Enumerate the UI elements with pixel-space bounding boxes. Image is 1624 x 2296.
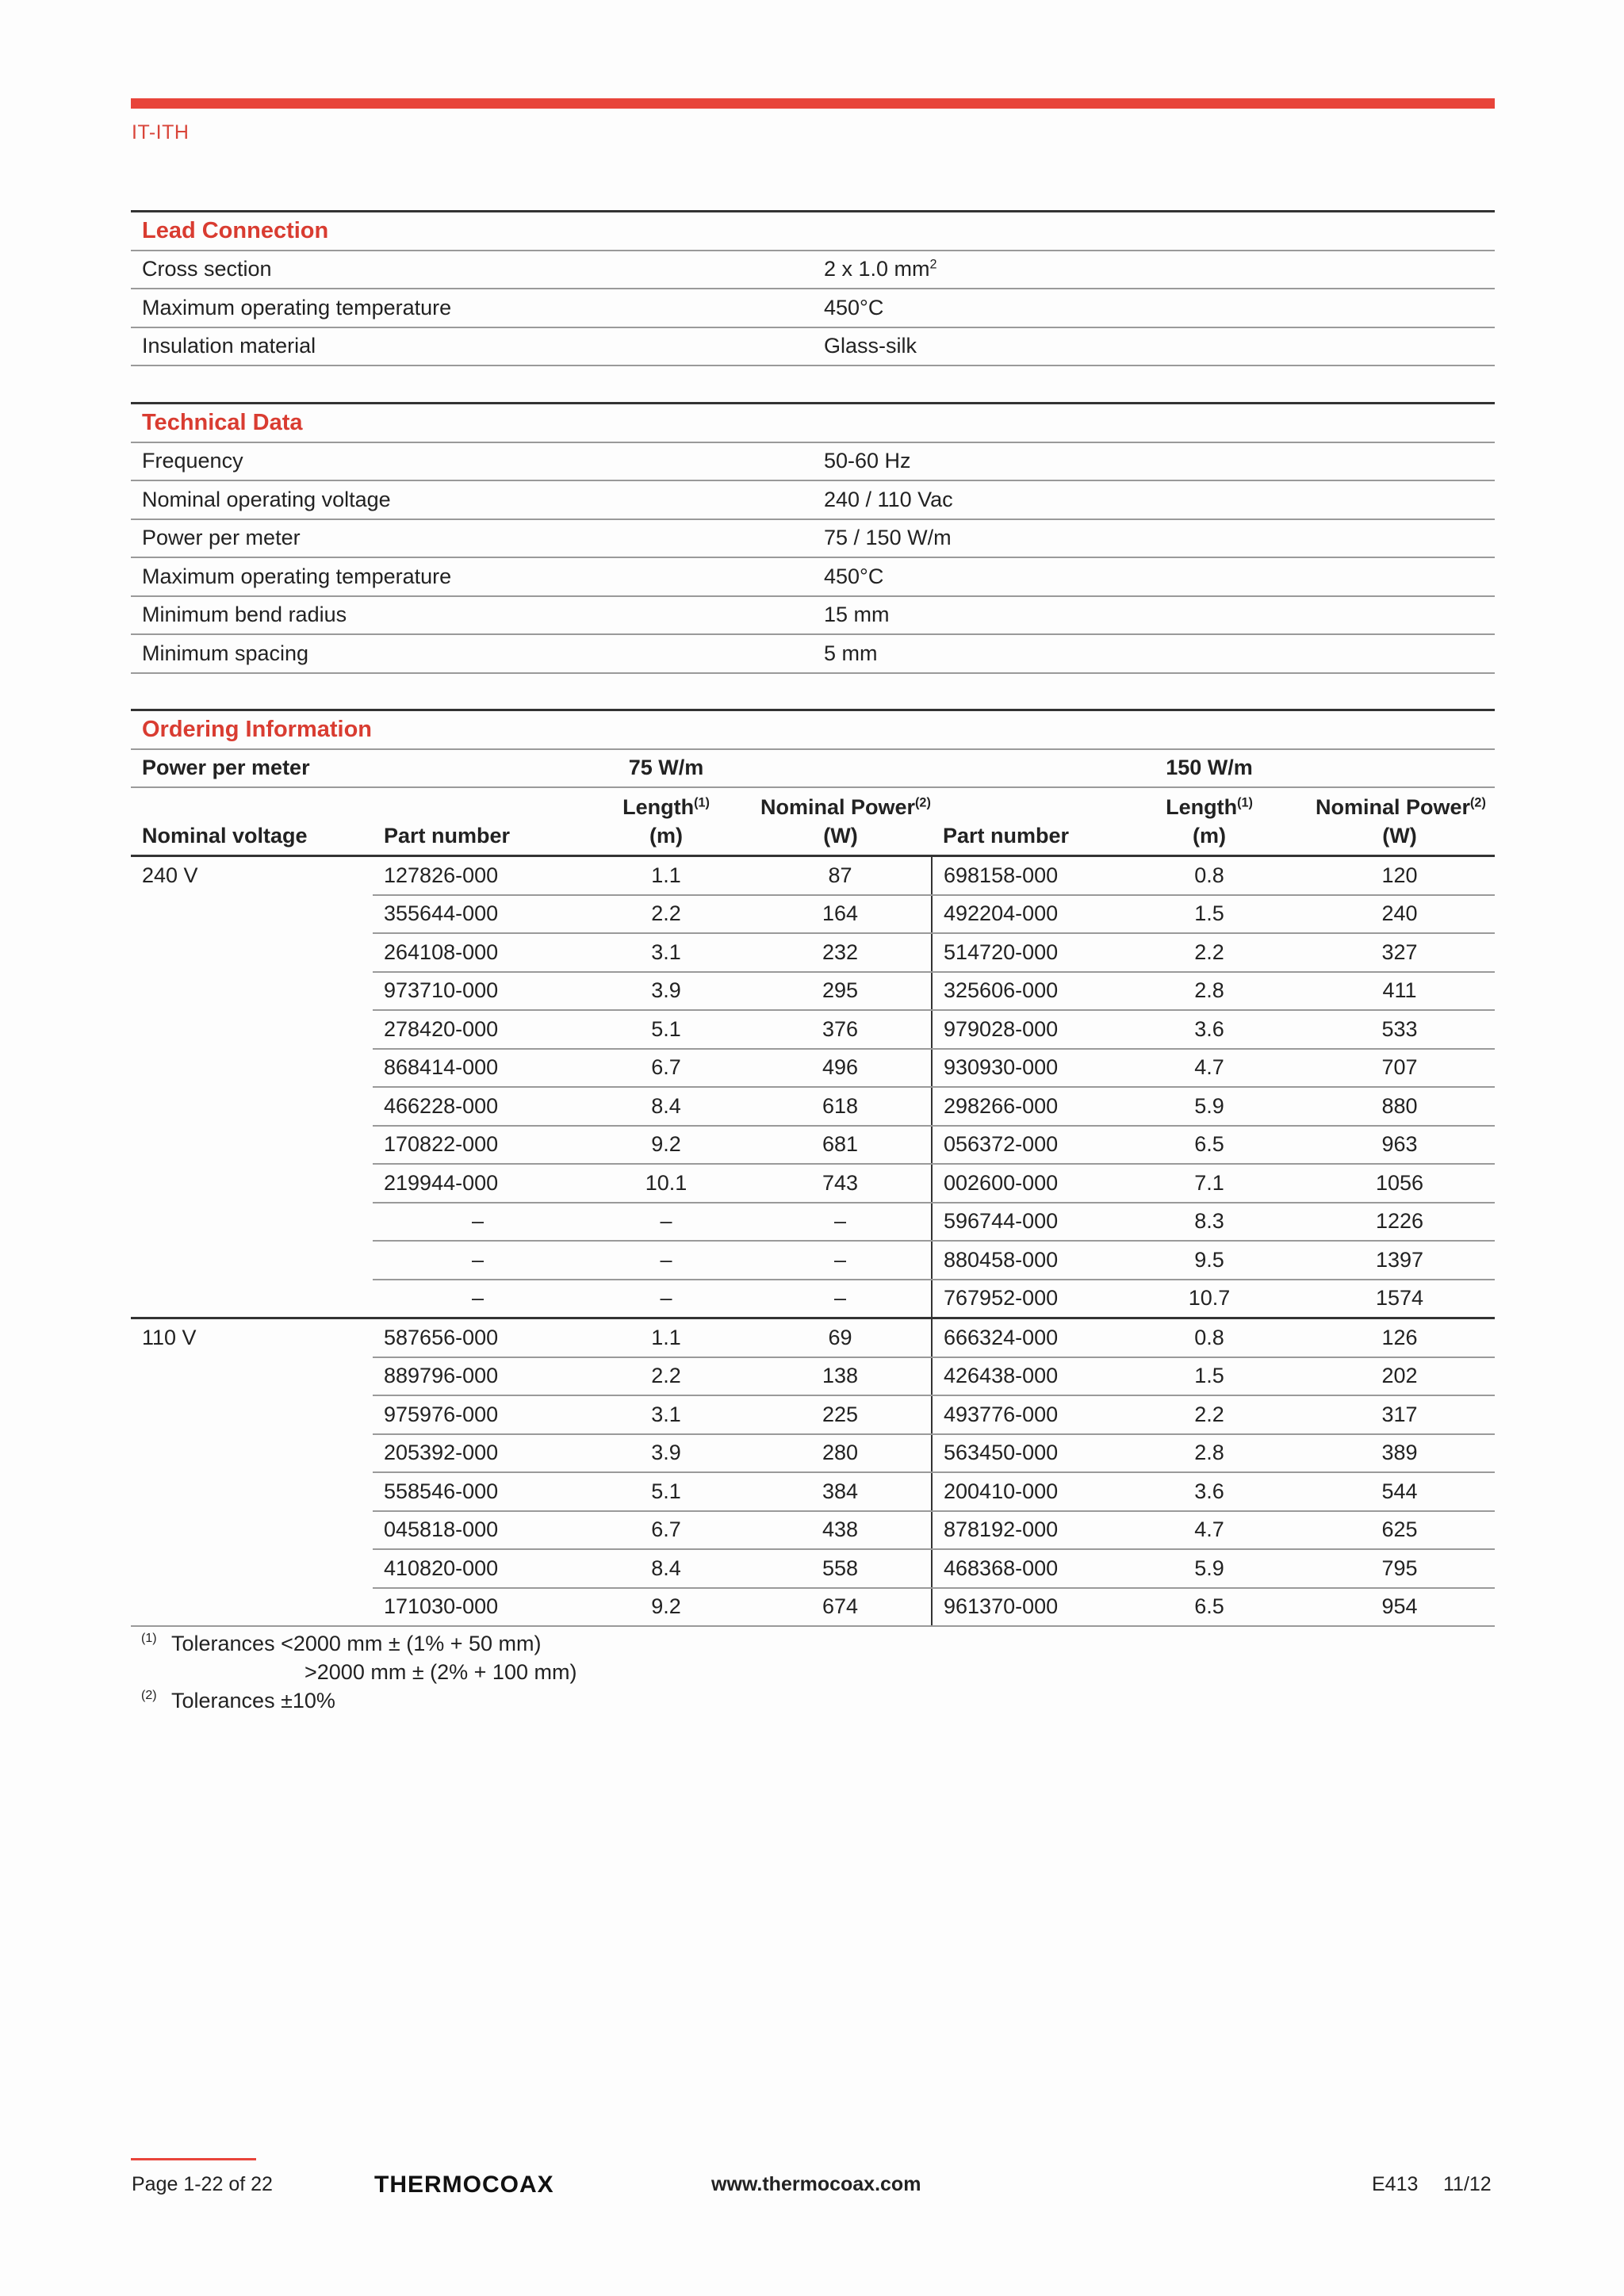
row-value: Glass-silk [813, 327, 1495, 366]
ordering-information-section [131, 709, 1495, 1627]
voltage-cell [131, 1395, 373, 1434]
part-number-150-cell: 493776-000 [932, 1395, 1114, 1434]
power-150-cell: 625 [1304, 1511, 1495, 1550]
part-number-150-cell: 514720-000 [932, 933, 1114, 972]
part-number-75-cell: 868414-000 [373, 1049, 583, 1088]
length-75-cell: 8.4 [583, 1549, 749, 1588]
power-75-cell: 138 [749, 1357, 932, 1396]
power-150-cell: 880 [1304, 1087, 1495, 1126]
table-row [131, 1010, 1495, 1049]
power-75-cell: 496 [749, 1049, 932, 1088]
power-150-cell: 707 [1304, 1049, 1495, 1088]
length-150-cell: 8.3 [1114, 1203, 1304, 1242]
table-row [131, 895, 1495, 934]
ordering-table [131, 709, 1495, 1627]
length-75-cell: 5.1 [583, 1010, 749, 1049]
part-number-150-cell: 930930-000 [932, 1049, 1114, 1088]
table-row [131, 1241, 1495, 1280]
part-number-75-cell: 278420-000 [373, 1010, 583, 1049]
length-150-cell: 1.5 [1114, 895, 1304, 934]
row-value: 450°C [813, 557, 1495, 596]
voltage-cell [131, 933, 373, 972]
power-75-cell: – [749, 1280, 932, 1318]
length-150-cell: 0.8 [1114, 856, 1304, 895]
length-150-cell: 4.7 [1114, 1049, 1304, 1088]
length-75-cell: 9.2 [583, 1126, 749, 1165]
row-label: Minimum spacing [131, 634, 813, 673]
voltage-cell [131, 1511, 373, 1550]
table-row [131, 1126, 1495, 1165]
length-75-cell: 1.1 [583, 1318, 749, 1357]
table-row [131, 1588, 1495, 1627]
part-number-150-cell: 979028-000 [932, 1010, 1114, 1049]
part-number-150-cell: 200410-000 [932, 1472, 1114, 1511]
length-150-cell: 5.9 [1114, 1087, 1304, 1126]
power-150-cell: 1397 [1304, 1241, 1495, 1280]
col-part-number: Part number [373, 787, 583, 856]
voltage-cell [131, 1010, 373, 1049]
length-75-cell: 5.1 [583, 1472, 749, 1511]
row-label: Maximum operating temperature [131, 289, 813, 327]
col-nominal-voltage: Nominal voltage [131, 787, 373, 856]
power-75-cell: 681 [749, 1126, 932, 1165]
power-75-cell: – [749, 1241, 932, 1280]
brand-logo: THERMOCOAX [374, 2172, 554, 2198]
document-reference: E413 [1372, 2173, 1419, 2195]
part-number-150-cell: 325606-000 [932, 972, 1114, 1011]
part-number-75-cell: 355644-000 [373, 895, 583, 934]
power-75-cell: 674 [749, 1588, 932, 1627]
voltage-cell [131, 895, 373, 934]
col-part-number-150: Part number [932, 787, 1114, 856]
row-value: 2 x 1.0 $mm^2$ [813, 251, 1495, 289]
footnotes [141, 1629, 576, 1715]
row-value: 50-60 Hz [813, 442, 1495, 481]
power-75-cell: 232 [749, 933, 932, 972]
length-150-cell: 6.5 [1114, 1126, 1304, 1165]
table-row [131, 856, 1495, 895]
table-row [131, 327, 1495, 366]
website-link[interactable]: www.thermocoax.com [711, 2173, 921, 2195]
voltage-cell [131, 1588, 373, 1627]
col-length: Length$^{(1)}$ (m) [583, 787, 749, 856]
length-75-cell: 10.1 [583, 1164, 749, 1203]
power-150-cell: 389 [1304, 1434, 1495, 1473]
voltage-cell: 240 V [142, 863, 198, 888]
row-value: 240 / 110 Vac [813, 480, 1495, 519]
table-row [131, 557, 1495, 596]
group-75-label: 75 W/m [583, 749, 749, 788]
power-150-cell: 1226 [1304, 1203, 1495, 1242]
part-number-150-cell: 298266-000 [932, 1087, 1114, 1126]
voltage-cell [131, 1203, 373, 1242]
footnote-1-continued: >2000 mm ± (2% + 100 mm) [304, 1660, 577, 1684]
power-75-cell: 225 [749, 1395, 932, 1434]
footer-accent-line [131, 2158, 256, 2160]
length-75-cell: 9.2 [583, 1588, 749, 1627]
voltage-cell [131, 1280, 373, 1318]
table-row [131, 1087, 1495, 1126]
table-row [131, 1434, 1495, 1473]
top-accent-bar [131, 98, 1495, 109]
power-75-cell: 69 [749, 1318, 932, 1357]
length-150-cell: 2.8 [1114, 972, 1304, 1011]
table-row [131, 1472, 1495, 1511]
document-date: 11/12 [1443, 2173, 1492, 2195]
voltage-cell [131, 1049, 373, 1088]
table-row [131, 289, 1495, 327]
table-row [131, 442, 1495, 481]
part-number-150-cell: 961370-000 [932, 1588, 1114, 1627]
col-nominal-power: Nominal Power$^{(2)}$ (W) [749, 787, 932, 856]
power-75-cell: 743 [749, 1164, 932, 1203]
length-75-cell: 2.2 [583, 1357, 749, 1396]
part-number-150-cell: 767952-000 [932, 1280, 1114, 1318]
lead-connection-table [131, 210, 1495, 366]
table-row [131, 1357, 1495, 1396]
part-number-75-cell: 045818-000 [373, 1511, 583, 1550]
length-150-cell: 3.6 [1114, 1472, 1304, 1511]
power-75-cell: 164 [749, 895, 932, 934]
row-label: Insulation material [131, 327, 813, 366]
length-75-cell: 3.9 [583, 972, 749, 1011]
voltage-cell [131, 1126, 373, 1165]
technical-data-section [131, 402, 1495, 674]
power-75-cell: 558 [749, 1549, 932, 1588]
part-number-75-cell: – [373, 1280, 583, 1318]
power-75-cell: – [749, 1203, 932, 1242]
voltage-cell [131, 1549, 373, 1588]
power-150-cell: 317 [1304, 1395, 1495, 1434]
col-nominal-power-150: Nominal Power$^{(2)}$ (W) [1304, 787, 1495, 856]
row-label: Maximum operating temperature [131, 557, 813, 596]
power-75-cell: 438 [749, 1511, 932, 1550]
group-150-label: 150 W/m [1114, 749, 1304, 788]
length-75-cell: – [583, 1203, 749, 1242]
table-row [131, 972, 1495, 1011]
table-row [131, 1318, 1495, 1357]
length-75-cell: 3.1 [583, 1395, 749, 1434]
row-label: Frequency [131, 442, 813, 481]
table-row [131, 1203, 1495, 1242]
section-title: Ordering Information [131, 710, 1495, 749]
length-150-cell: 2.8 [1114, 1434, 1304, 1473]
part-number-75-cell: 205392-000 [373, 1434, 583, 1473]
length-150-cell: 7.1 [1114, 1164, 1304, 1203]
part-number-75-cell: 558546-000 [373, 1472, 583, 1511]
section-title: Technical Data [131, 404, 1495, 442]
part-number-150-cell: 698158-000 [932, 856, 1114, 895]
table-row [131, 519, 1495, 558]
table-row [131, 1049, 1495, 1088]
part-number-75-cell: 410820-000 [373, 1549, 583, 1588]
table-row [131, 933, 1495, 972]
part-number-75-cell: 170822-000 [373, 1126, 583, 1165]
row-value: 75 / 150 W/m [813, 519, 1495, 558]
col-length-150: Length$^{(1)}$ (m) [1114, 787, 1304, 856]
row-label: Nominal operating voltage [131, 480, 813, 519]
part-number-75-cell: 889796-000 [373, 1357, 583, 1396]
part-number-75-cell: 587656-000 [373, 1318, 583, 1357]
voltage-cell [131, 1357, 373, 1396]
voltage-cell: 110 V [142, 1326, 197, 1350]
column-header-row [131, 787, 1495, 856]
power-75-cell: 295 [749, 972, 932, 1011]
power-150-cell: 1056 [1304, 1164, 1495, 1203]
part-number-75-cell: 975976-000 [373, 1395, 583, 1434]
row-value: 450°C [813, 289, 1495, 327]
power-150-cell: 120 [1304, 856, 1495, 895]
power-150-cell: 954 [1304, 1588, 1495, 1627]
length-150-cell: 2.2 [1114, 1395, 1304, 1434]
length-75-cell: 3.9 [583, 1434, 749, 1473]
length-150-cell: 10.7 [1114, 1280, 1304, 1318]
table-row [131, 1511, 1495, 1550]
part-number-75-cell: – [373, 1241, 583, 1280]
part-number-75-cell: 466228-000 [373, 1087, 583, 1126]
page-number: Page 1-22 of 22 [132, 2173, 273, 2195]
row-label: Power per meter [131, 519, 813, 558]
power-75-cell: 618 [749, 1087, 932, 1126]
power-75-cell: 376 [749, 1010, 932, 1049]
power-150-cell: 1574 [1304, 1280, 1495, 1318]
part-number-150-cell: 878192-000 [932, 1511, 1114, 1550]
footnote-2: (2) Tolerances ±10% [141, 1689, 335, 1712]
part-number-150-cell: 596744-000 [932, 1203, 1114, 1242]
power-75-cell: 384 [749, 1472, 932, 1511]
technical-data-table [131, 402, 1495, 674]
length-150-cell: 2.2 [1114, 933, 1304, 972]
power-150-cell: 795 [1304, 1549, 1495, 1588]
part-number-75-cell: – [373, 1203, 583, 1242]
part-number-75-cell: 127826-000 [373, 856, 583, 895]
power-150-cell: 411 [1304, 972, 1495, 1011]
voltage-cell [131, 972, 373, 1011]
part-number-150-cell: 426438-000 [932, 1357, 1114, 1396]
voltage-cell [131, 1472, 373, 1511]
document-code: IT-ITH [132, 121, 190, 144]
power-150-cell: 544 [1304, 1472, 1495, 1511]
length-75-cell: 6.7 [583, 1049, 749, 1088]
row-value: 5 mm [813, 634, 1495, 673]
table-row [131, 251, 1495, 289]
part-number-150-cell: 492204-000 [932, 895, 1114, 934]
part-number-150-cell: 880458-000 [932, 1241, 1114, 1280]
length-75-cell: 2.2 [583, 895, 749, 934]
length-75-cell: 3.1 [583, 933, 749, 972]
voltage-cell [131, 1434, 373, 1473]
part-number-150-cell: 056372-000 [932, 1126, 1114, 1165]
length-75-cell: 6.7 [583, 1511, 749, 1550]
length-150-cell: 3.6 [1114, 1010, 1304, 1049]
length-75-cell: – [583, 1241, 749, 1280]
length-75-cell: – [583, 1280, 749, 1318]
power-150-cell: 327 [1304, 933, 1495, 972]
part-number-150-cell: 666324-000 [932, 1318, 1114, 1357]
power-group-header-row [131, 749, 1495, 788]
length-150-cell: 6.5 [1114, 1588, 1304, 1627]
part-number-150-cell: 002600-000 [932, 1164, 1114, 1203]
part-number-150-cell: 563450-000 [932, 1434, 1114, 1473]
part-number-75-cell: 219944-000 [373, 1164, 583, 1203]
voltage-cell [131, 1164, 373, 1203]
length-75-cell: 8.4 [583, 1087, 749, 1126]
table-row [131, 1395, 1495, 1434]
length-150-cell: 9.5 [1114, 1241, 1304, 1280]
table-row [131, 1164, 1495, 1203]
power-75-cell: 87 [749, 856, 932, 895]
table-row [131, 1549, 1495, 1588]
row-label: Cross section [131, 251, 813, 289]
power-150-cell: 240 [1304, 895, 1495, 934]
part-number-75-cell: 171030-000 [373, 1588, 583, 1627]
table-row [131, 596, 1495, 635]
length-75-cell: 1.1 [583, 856, 749, 895]
table-row [131, 1280, 1495, 1318]
power-per-meter-label: Power per meter [131, 749, 583, 788]
part-number-75-cell: 973710-000 [373, 972, 583, 1011]
lead-connection-section [131, 210, 1495, 366]
voltage-cell [131, 1241, 373, 1280]
power-150-cell: 126 [1304, 1318, 1495, 1357]
power-150-cell: 202 [1304, 1357, 1495, 1396]
part-number-75-cell: 264108-000 [373, 933, 583, 972]
power-150-cell: 533 [1304, 1010, 1495, 1049]
row-value: 15 mm [813, 596, 1495, 635]
power-75-cell: 280 [749, 1434, 932, 1473]
footnote-1: (1) Tolerances <2000 mm ± (1% + 50 mm) [141, 1632, 542, 1655]
row-label: Minimum bend radius [131, 596, 813, 635]
section-title: Lead Connection [131, 212, 1495, 251]
power-150-cell: 963 [1304, 1126, 1495, 1165]
table-row [131, 480, 1495, 519]
length-150-cell: 1.5 [1114, 1357, 1304, 1396]
length-150-cell: 0.8 [1114, 1318, 1304, 1357]
length-150-cell: 5.9 [1114, 1549, 1304, 1588]
table-row [131, 634, 1495, 673]
length-150-cell: 4.7 [1114, 1511, 1304, 1550]
voltage-cell [131, 1087, 373, 1126]
part-number-150-cell: 468368-000 [932, 1549, 1114, 1588]
